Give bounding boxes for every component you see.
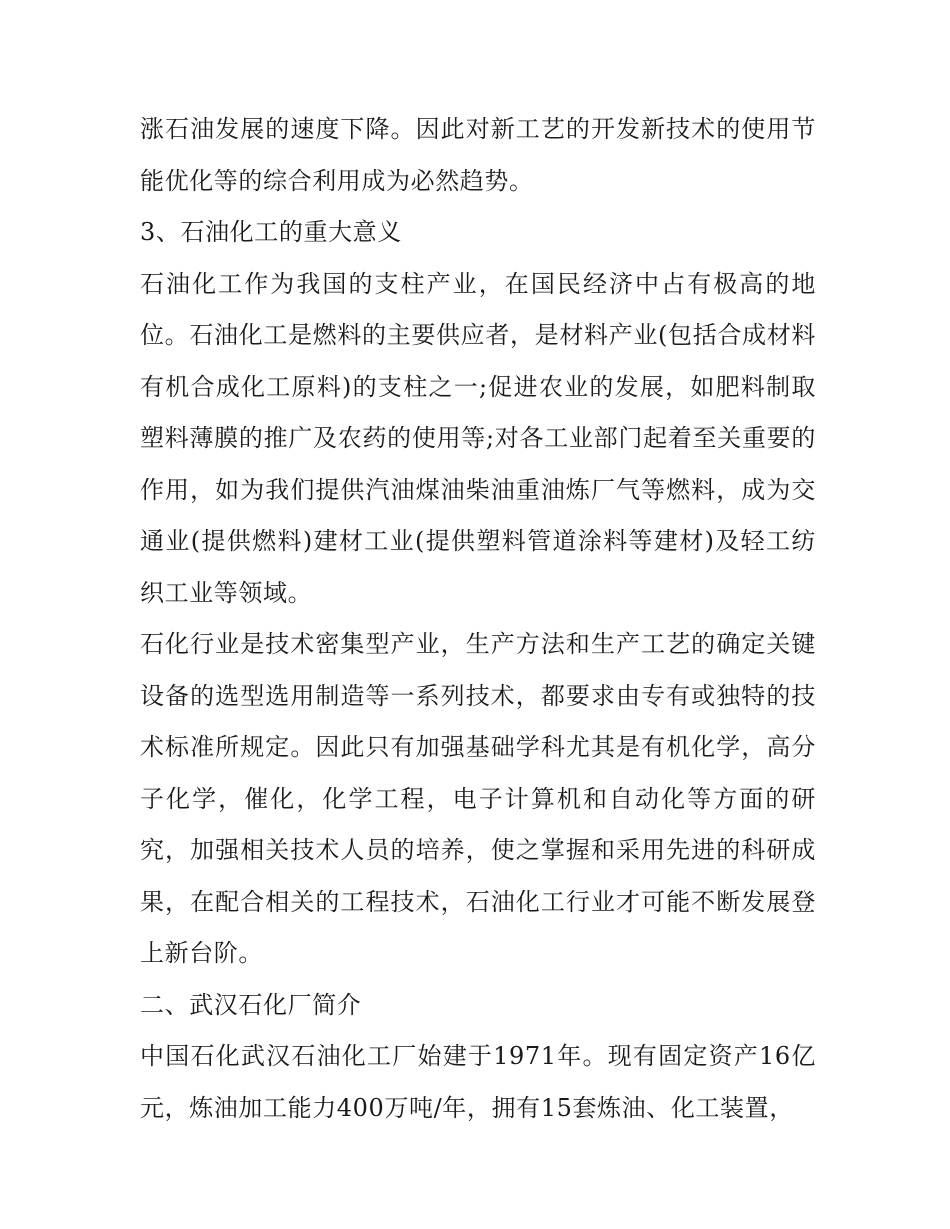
section-heading-3: 3、石油化工的重大意义	[140, 218, 402, 246]
paragraph-wuhan-intro: 中国石化武汉石油化工厂始建于1971年。现有固定资产16亿元，炼油加工能力400万吨/年，拥有15套炼油、化工装置，	[140, 1042, 816, 1122]
document-body	[140, 104, 816, 1134]
paragraph-continuation: 涨石油发展的速度下降。因此对新工艺的开发新技术的使用节能优化等的综合利用成为必然趋势。	[140, 115, 816, 195]
section-heading-2: 二、武汉石化厂简介	[140, 990, 362, 1019]
paragraph-significance: 石油化工作为我国的支柱产业，在国民经济中占有极高的地位。石油化工是燃料的主要供应者，是材料产业(包括合成材料有机合成化工原料)的支柱之一;促进农业的发展，如肥料制取塑料薄膜的推广及农药的使用等;对各工业部门起着至关重要的作用，如为我们提供汽油煤油柴油重油炼厂气等燃料，成为交通业(提供燃料)建材工业(提供塑料管道涂料等建材)及轻工纺织工业等领域。	[140, 269, 816, 607]
paragraph-technology: 石化行业是技术密集型产业，生产方法和生产工艺的确定关键设备的选型选用制造等一系列技术，都要求由专有或独特的技术标准所规定。因此只有加强基础学科尤其是有机化学，高分子化学，催化，化学工程，电子计算机和自动化等方面的研究，加强相关技术人员的培养，使之掌握和采用先进的科研成果，在配合相关的工程技术，石油化工行业才可能不断发展登上新台阶。	[140, 630, 816, 967]
